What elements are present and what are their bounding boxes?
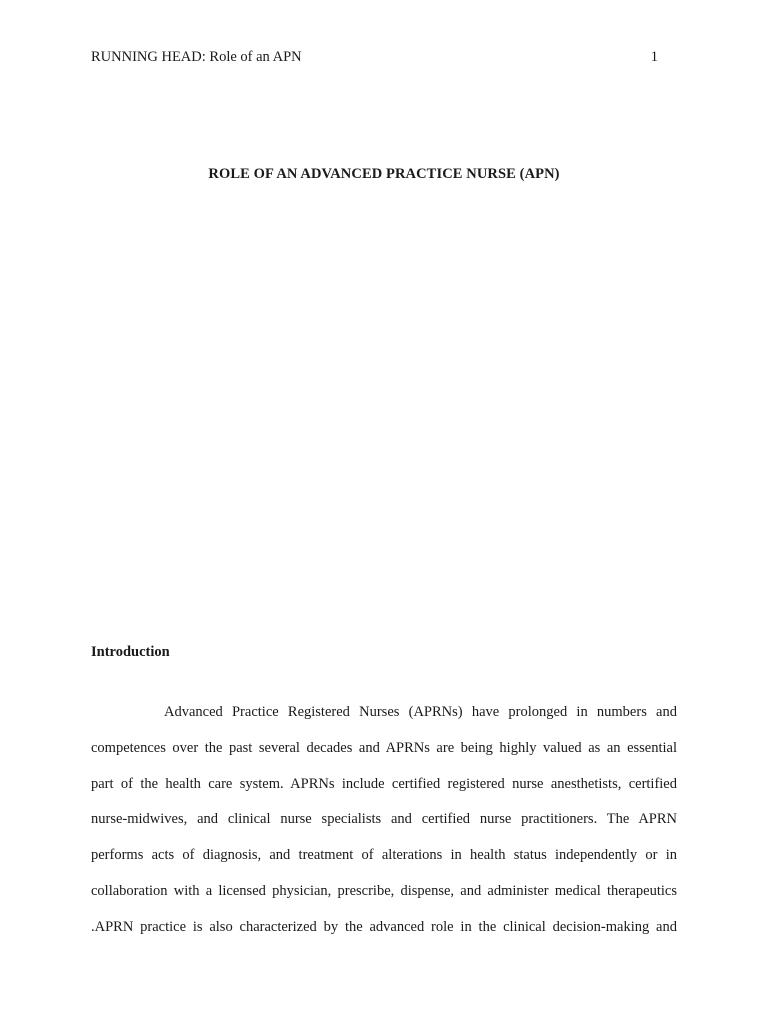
document-title: ROLE OF AN ADVANCED PRACTICE NURSE (APN) bbox=[208, 166, 560, 182]
running-head: RUNNING HEAD: Role of an APN bbox=[91, 49, 302, 65]
paragraph-line: .APRN practice is also characterized by the advanced role in the clinical decision-making and bbox=[91, 918, 677, 935]
paragraph-line: collaboration with a licensed physician, prescribe, dispense, and administer medical therapeutics bbox=[91, 882, 677, 899]
paragraph-line: competences over the past several decades and APRNs are being highly valued as an essential bbox=[91, 739, 677, 756]
introduction-paragraph bbox=[91, 695, 677, 946]
page-header bbox=[91, 46, 658, 68]
paragraph-line: part of the health care system. APRNs include certified registered nurse anesthetists, certified bbox=[91, 775, 677, 792]
section-heading-introduction: Introduction bbox=[91, 644, 170, 660]
paragraph-line: performs acts of diagnosis, and treatment of alterations in health status independently or in bbox=[91, 847, 677, 864]
paragraph-line: Advanced Practice Registered Nurses (APRNs) have prolonged in numbers and bbox=[164, 704, 677, 720]
paragraph-line: nurse-midwives, and clinical nurse specialists and certified nurse practitioners. The APRN bbox=[91, 811, 677, 828]
page-number: 1 bbox=[650, 49, 658, 65]
